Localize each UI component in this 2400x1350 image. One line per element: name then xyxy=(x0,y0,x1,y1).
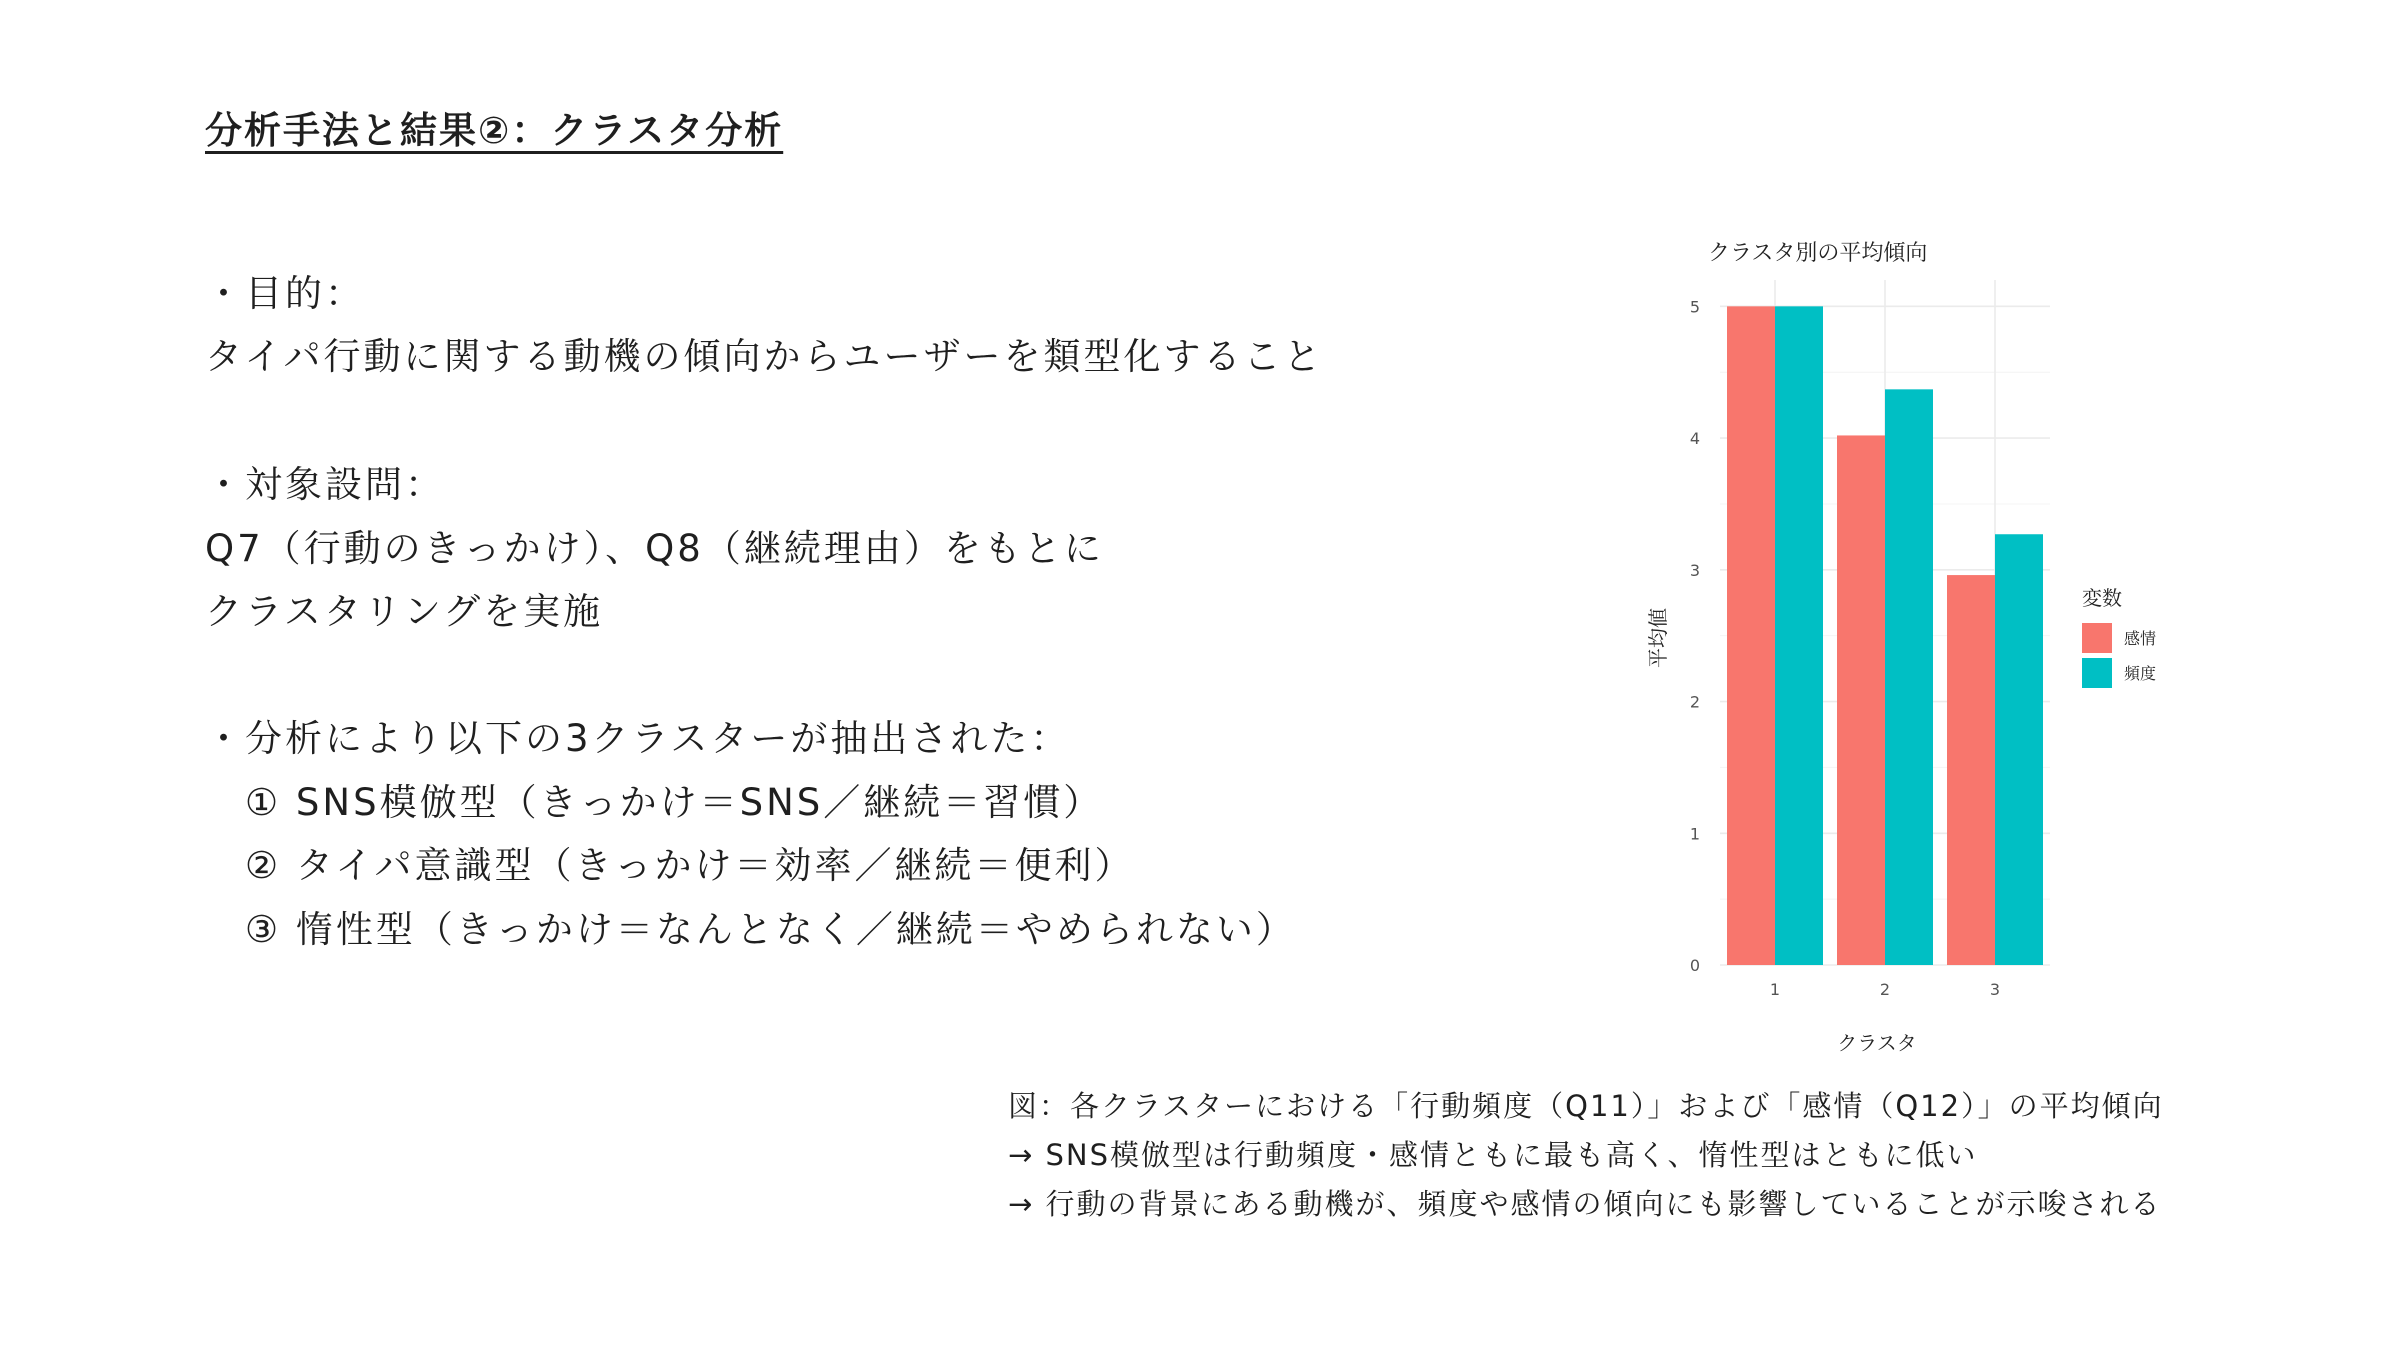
y-tick-label: 3 xyxy=(1689,560,1700,580)
legend-swatch-emotion xyxy=(2082,623,2112,653)
bar-cluster-3-emotion xyxy=(1947,575,1995,965)
cluster-average-chart xyxy=(1620,220,2180,1060)
bar-cluster-1-emotion xyxy=(1727,306,1775,965)
y-axis-label: 平均値 xyxy=(1646,608,1670,668)
y-tick-label: 0 xyxy=(1689,956,1700,975)
x-tick-label: 2 xyxy=(1879,980,1891,999)
x-axis-label: クラスタ xyxy=(1837,1031,1917,1055)
legend-label-emotion: 感情 xyxy=(2124,629,2157,648)
purpose-heading: ・目的： xyxy=(205,272,365,315)
caption-line-1: 図：各クラスターにおける「行動頻度（Q11）」および「感情（Q12）」の平均傾向 xyxy=(1008,1089,2164,1123)
bar-cluster-3-frequency xyxy=(1995,534,2043,965)
result-heading: ・分析により以下の3クラスターが抽出された： xyxy=(205,717,1071,760)
target-line-1: Q7（行動のきっかけ）、Q8（継続理由）をもとに xyxy=(205,527,1104,570)
legend-title: 変数 xyxy=(2082,586,2122,610)
bar-cluster-2-frequency xyxy=(1885,389,1933,965)
cluster-item-2: ② タイパ意識型（きっかけ＝効率／継続＝便利） xyxy=(245,844,1135,887)
y-tick-label: 1 xyxy=(1689,824,1700,844)
y-tick-label: 5 xyxy=(1689,297,1700,317)
y-tick-label: 2 xyxy=(1689,692,1700,712)
chart-legend xyxy=(2082,586,2156,688)
legend-label-frequency: 頻度 xyxy=(2124,664,2157,683)
target-line-2: クラスタリングを実施 xyxy=(205,590,604,633)
cluster-item-3: ③ 惰性型（きっかけ＝なんとなく／継続＝やめられない） xyxy=(245,908,1296,951)
target-heading: ・対象設問： xyxy=(205,463,445,506)
chart-title: クラスタ別の平均傾向 xyxy=(1708,241,1928,266)
x-tick-label: 1 xyxy=(1769,980,1781,999)
bar-cluster-1-frequency xyxy=(1775,306,1823,965)
y-tick-label: 4 xyxy=(1689,429,1700,449)
legend-swatch-frequency xyxy=(2082,658,2112,688)
caption-line-2: → SNS模倣型は行動頻度・感情ともに最も高く、惰性型はともに低い xyxy=(1008,1138,1978,1172)
caption-line-3: → 行動の背景にある動機が、頻度や感情の傾向にも影響していることが示唆される xyxy=(1008,1187,2162,1221)
cluster-item-1: ① SNS模倣型（きっかけ＝SNS／継続＝習慣） xyxy=(245,781,1104,824)
slide-title: 分析手法と結果②：クラスタ分析 xyxy=(205,109,784,152)
x-tick-label: 3 xyxy=(1989,980,2001,999)
purpose-text: タイパ行動に関する動機の傾向からユーザーを類型化すること xyxy=(205,335,1324,378)
bar-cluster-2-emotion xyxy=(1837,435,1885,965)
